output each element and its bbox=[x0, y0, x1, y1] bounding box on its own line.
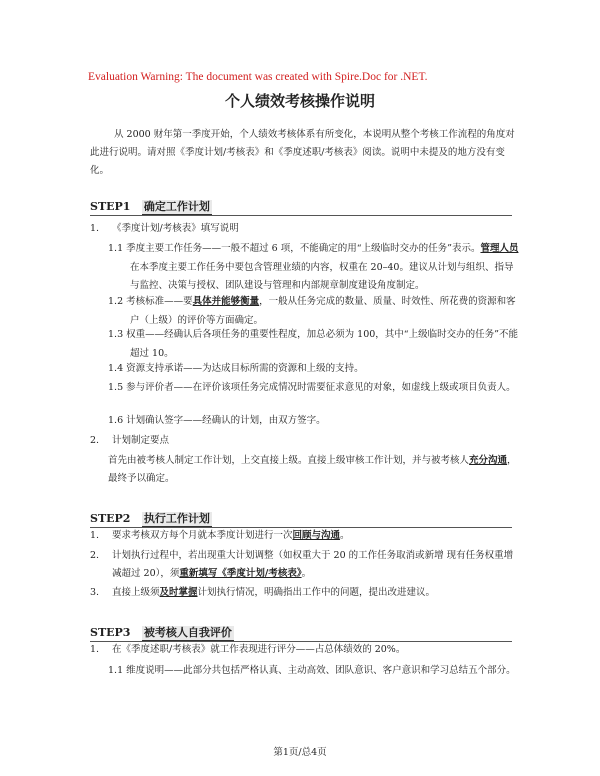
item-number: 1. bbox=[90, 644, 100, 655]
item-number: 3. bbox=[90, 587, 100, 598]
item-number: 1. bbox=[90, 530, 100, 541]
step-label: STEP1 bbox=[90, 200, 131, 213]
list-item bbox=[90, 527, 520, 545]
item-text: 参与评价者——在评价该项任务完成情况时需要征求意见的对象，如虚线上级或项目负责人。 bbox=[126, 382, 516, 393]
intro-paragraph: 从 2000 财年第一季度开始，个人绩效考核体系有所变化，本说明从整个考核工作流程的角度对此进行说明。请对照《季度计划/考核表》和《季度述职/考核表》阅读。说明中未提及的地方没有变化。 bbox=[90, 129, 515, 176]
item-text: 维度说明——此部分共包括严格认真、主动高效、团队意识、客户意识和学习总结五个部分。 bbox=[126, 665, 516, 676]
paragraph-text: ，最终予以确定。 bbox=[108, 455, 517, 484]
step-label: STEP3 bbox=[90, 626, 131, 639]
item-number: 1.6 bbox=[108, 415, 124, 426]
step1-heading bbox=[90, 198, 212, 214]
emphasis: 具体并能够衡量 bbox=[192, 296, 260, 307]
item-number: 2. bbox=[90, 435, 100, 446]
item-text: 要求考核双方每个月就本季度计划进行一次 bbox=[112, 530, 293, 541]
sub-item bbox=[108, 662, 520, 681]
item-text: 权重——经确认后各项任务的重要性程度，加总必须为 100，其中“上级临时交办的任务”不能超过 10。 bbox=[126, 329, 519, 359]
list-item bbox=[90, 547, 520, 583]
list-item bbox=[90, 220, 239, 238]
item-number: 1. bbox=[90, 223, 100, 234]
emphasis: 管理人员 bbox=[480, 243, 519, 254]
item-number: 1.4 bbox=[108, 363, 124, 374]
item-text: 考核标准——要 bbox=[126, 296, 193, 307]
sub-item bbox=[108, 379, 520, 398]
item-text: 计划确认签字——经确认的计划，由双方签字。 bbox=[126, 415, 326, 426]
evaluation-warning: Evaluation Warning: The document was created with Spire.Doc for .NET. bbox=[88, 71, 428, 83]
list-item bbox=[90, 584, 520, 602]
document-title: 个人绩效考核操作说明 bbox=[224, 92, 375, 110]
item-text: 。 bbox=[340, 530, 350, 541]
item-number: 1.1 bbox=[108, 243, 124, 254]
step-label: STEP2 bbox=[90, 512, 131, 525]
sub-item bbox=[108, 326, 520, 363]
item-text: 《季度计划/考核表》填写说明 bbox=[112, 223, 239, 234]
item-text: ，一般从任务完成的数量、质量、时效性、所花费的资源和客户（上级）的评价等方面确定。 bbox=[130, 296, 516, 326]
item-text: 计划执行情况，明确指出工作中的问题，提出改进建议。 bbox=[197, 587, 436, 598]
emphasis: 及时掌握 bbox=[159, 587, 198, 598]
emphasis: 充分沟通 bbox=[469, 455, 508, 466]
list-item bbox=[90, 641, 520, 659]
item-text: 计划执行过程中，若出现重大计划调整（如权重大于 20 的工作任务取消或新增 现有任务权重增减超过 20），须 bbox=[112, 550, 514, 579]
paragraph bbox=[108, 452, 520, 488]
item-text: 计划制定要点 bbox=[112, 435, 170, 446]
step3-heading bbox=[90, 624, 234, 640]
sub-item bbox=[108, 240, 520, 296]
list-item bbox=[90, 432, 169, 450]
step-title: 被考核人自我评价 bbox=[142, 626, 234, 642]
item-number: 1.1 bbox=[108, 665, 124, 676]
page-footer: 第1页/总4页 bbox=[273, 747, 327, 758]
item-text: 。 bbox=[301, 568, 312, 579]
divider bbox=[90, 215, 512, 216]
item-text: 资源支持承诺——为达成目标所需的资源和上级的支持。 bbox=[126, 363, 364, 374]
item-text: 在《季度述职/考核表》就工作表现进行评分——占总体绩效的 20%。 bbox=[112, 644, 406, 655]
sub-item bbox=[108, 412, 520, 431]
item-text: 直接上级须 bbox=[112, 587, 160, 598]
emphasis: 重新填写《季度计划/考核表》 bbox=[179, 568, 302, 579]
item-number: 1.5 bbox=[108, 382, 124, 393]
sub-item bbox=[108, 360, 520, 379]
emphasis: 回顾与沟通 bbox=[292, 530, 341, 541]
item-number: 2. bbox=[90, 550, 100, 561]
paragraph-text: 首先由被考核人制定工作计划，上交直接上级。直接上级审核工作计划，并与被考核人 bbox=[108, 455, 470, 466]
item-text: 在本季度主要工作任务中要包含管理业绩的内容，权重在 20–40。建议从计划与组织、指导与监控、决策与授权、团队建设与管理和内部规章制度建设角度制定。 bbox=[130, 261, 514, 291]
sub-item bbox=[108, 293, 520, 330]
step-title: 确定工作计划 bbox=[142, 200, 212, 216]
item-text: 季度主要工作任务——一般不超过 6 项，不能确定的用“上级临时交办的任务”表示。 bbox=[126, 243, 481, 254]
step-title: 执行工作计划 bbox=[142, 512, 212, 528]
item-number: 1.3 bbox=[108, 329, 124, 340]
step2-heading bbox=[90, 510, 212, 526]
item-number: 1.2 bbox=[108, 296, 124, 307]
